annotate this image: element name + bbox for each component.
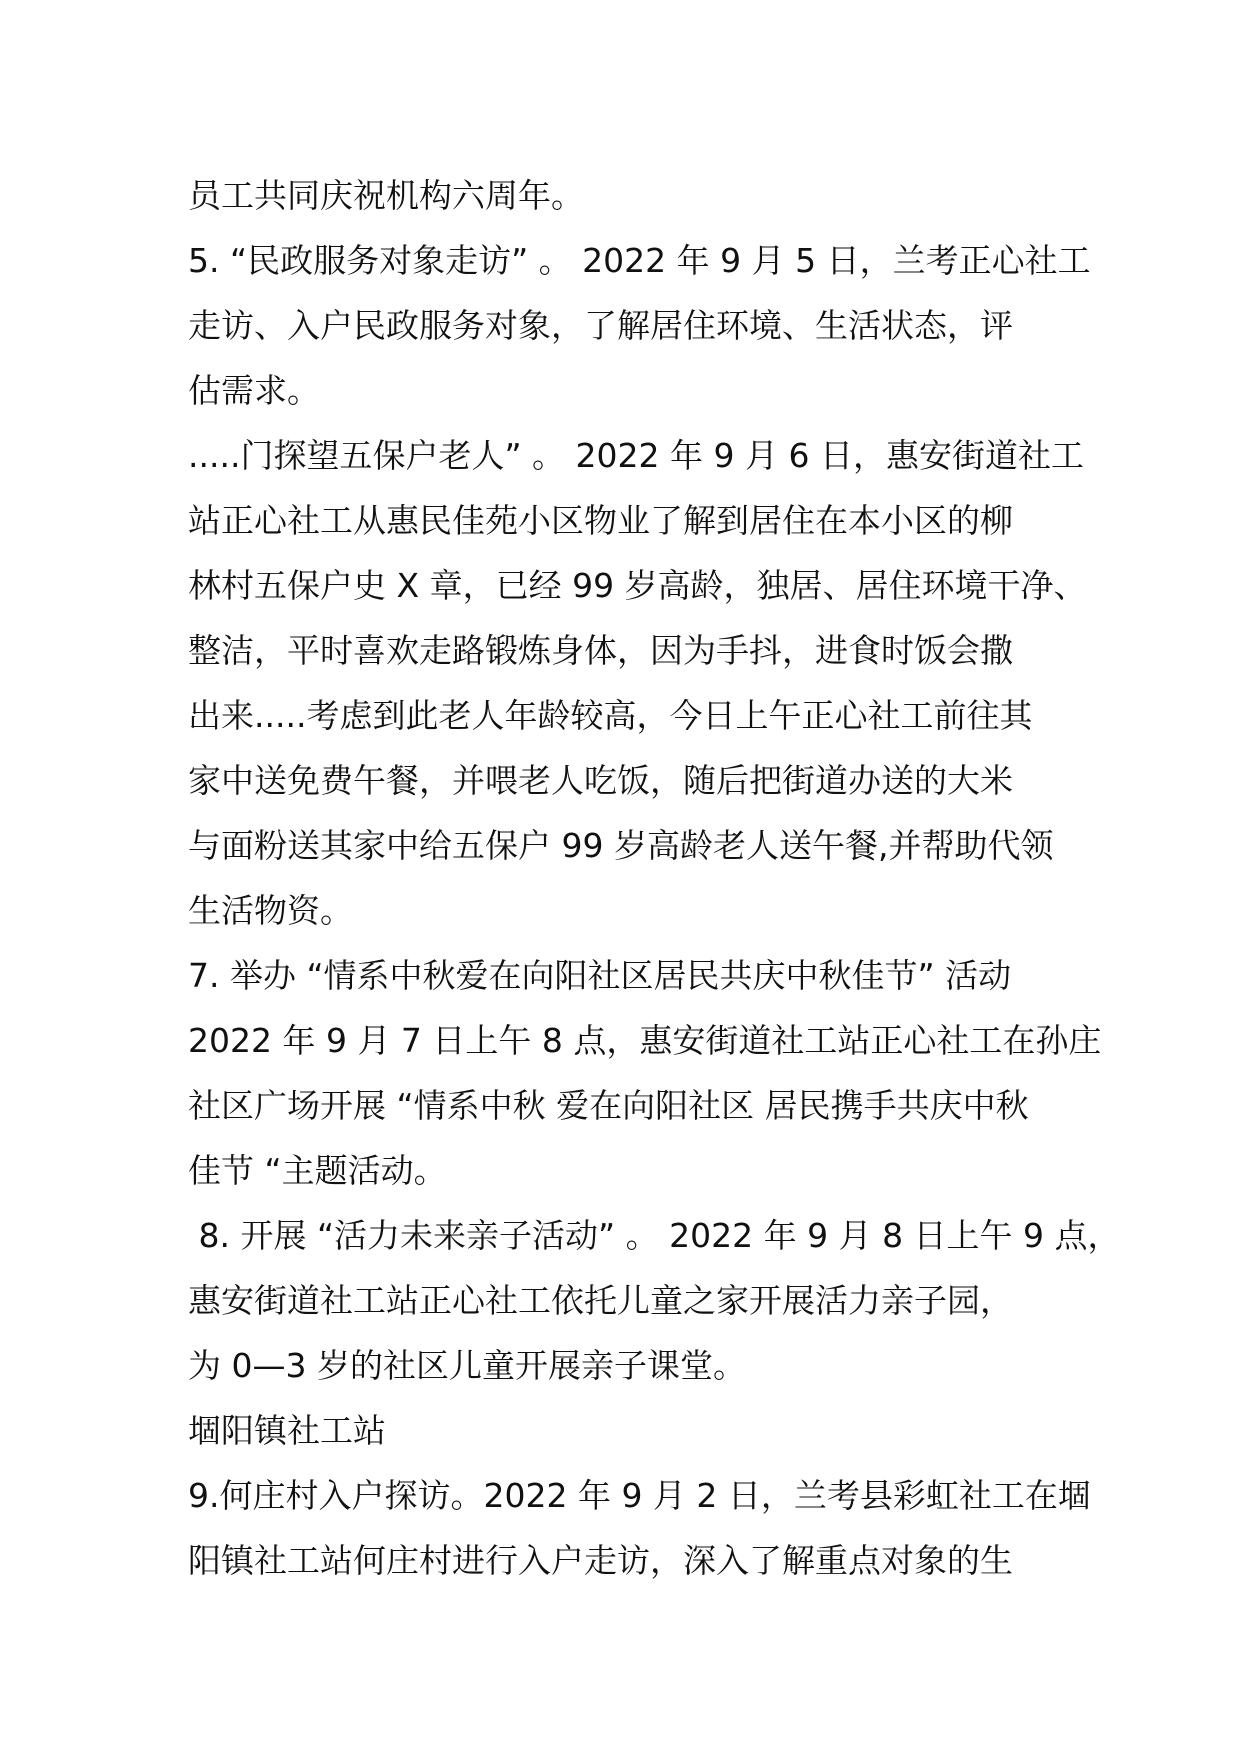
text-line: 社区广场开展 “情系中秋 爱在向阳社区 居民携手共庆中秋 [188, 1086, 1029, 1125]
text-line: .....门探望五保户老人” 。 2022 年 9 月 6 日，惠安街道社工 [188, 436, 1084, 475]
text-line: 林村五保户史 X 章，已经 99 岁高龄，独居、居住环境干净、 [188, 566, 1087, 605]
text-line: 8. 开展 “活力未来亲子活动” 。 2022 年 9 月 8 日上午 9 点， [188, 1216, 1121, 1255]
text-line: 整洁，平时喜欢走路锻炼身体，因为手抖，进食时饭会撒 [188, 631, 1013, 670]
text-line: 员工共同庆祝机构六周年。 [188, 176, 584, 215]
text-line: 2022 年 9 月 7 日上午 8 点，惠安街道社工站正心社工在孙庄 [188, 1021, 1102, 1060]
text-line: 5. “民政服务对象走访” 。 2022 年 9 月 5 日，兰考正心社工 [188, 241, 1091, 280]
text-line: 惠安街道社工站正心社工依托儿童之家开展活力亲子园， [188, 1281, 1013, 1320]
text-line: 7. 举办 “情系中秋爱在向阳社区居民共庆中秋佳节” 活动 [188, 956, 1012, 995]
text-line: 家中送免费午餐，并喂老人吃饭，随后把街道办送的大米 [188, 761, 1013, 800]
section-heading: 堌阳镇社工站 [188, 1411, 386, 1450]
text-line: 佳节 “主题活动。 [188, 1151, 447, 1190]
text-line: 估需求。 [188, 371, 320, 410]
body-text [188, 163, 1188, 1593]
text-line: 阳镇社工站何庄村进行入户走访，深入了解重点对象的生 [188, 1541, 1013, 1580]
text-line: 为 0—3 岁的社区儿童开展亲子课堂。 [188, 1346, 746, 1385]
text-line: 站正心社工从惠民佳苑小区物业了解到居住在本小区的柳 [188, 501, 1013, 540]
text-line: 与面粉送其家中给五保户 99 岁高龄老人送午餐,并帮助代领 [188, 826, 1054, 865]
text-line: 出来.....考虑到此老人年龄较高，今日上午正心社工前往其 [188, 696, 1033, 735]
text-line: 生活物资。 [188, 891, 353, 930]
text-line: 走访、入户民政服务对象，了解居住环境、生活状态，评 [188, 306, 1013, 345]
text-line: 9.何庄村入户探访。2022 年 9 月 2 日，兰考县彩虹社工在堌 [188, 1476, 1091, 1515]
